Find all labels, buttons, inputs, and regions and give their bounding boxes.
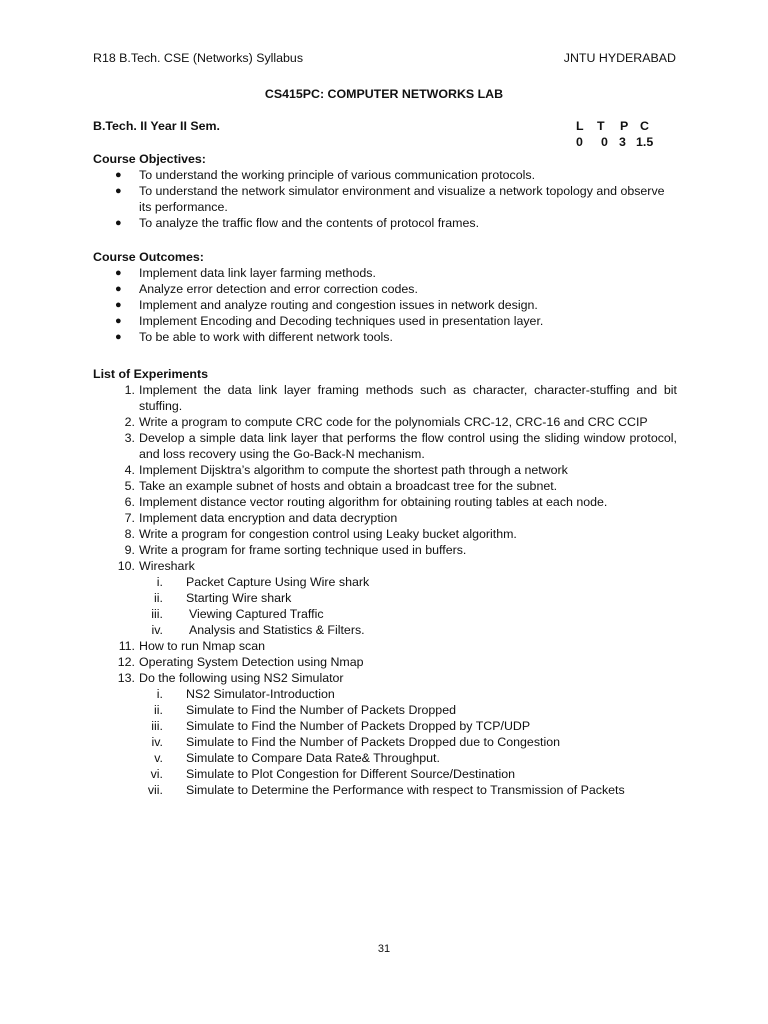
bullet-icon: ● (115, 331, 122, 343)
experiment-item: 6. Implement distance vector routing algorithm for obtaining routing tables at each node. (124, 495, 608, 509)
sub-item: iii. Viewing Captured Traffic (151, 607, 324, 621)
bullet-icon: ● (115, 185, 122, 197)
sub-item: iv. Simulate to Find the Number of Packets Dropped due to Congestion (151, 735, 560, 749)
ltpc-value-t: 0 (601, 135, 608, 149)
outcomes-list (93, 265, 677, 345)
ltpc-label-l: L (576, 119, 584, 133)
list-item: ● To analyze the traffic flow and the contents of protocol frames. (115, 216, 480, 230)
list-item: ● Analyze error detection and error correction codes. (115, 282, 418, 296)
sub-item: i. Packet Capture Using Wire shark (156, 575, 370, 589)
ltpc-label-t: T (597, 119, 605, 133)
bullet-icon: ● (115, 169, 122, 181)
sub-item: ii. Simulate to Find the Number of Packets Dropped (154, 703, 456, 717)
sub-item: ii. Starting Wire shark (154, 591, 292, 605)
course-outcomes (93, 249, 677, 345)
bullet-icon: ● (115, 299, 122, 311)
list-item: ● Implement data link layer farming methods. (115, 266, 376, 280)
sub-item: iv. Analysis and Statistics & Filters. (151, 623, 365, 637)
experiment-item-wireshark: 10. Wireshark i. Packet Capture Using Wire shark ii. Starting Wire shark iii. Viewing Captured Traffic iv. Analysis and Statistics & Filters. (93, 558, 677, 638)
list-item: ● To understand the working principle of various communication protocols. (115, 168, 536, 182)
running-header-right: JNTU HYDERABAD (563, 51, 676, 65)
experiment-item: 5. Take an example subnet of hosts and obtain a broadcast tree for the subnet. (124, 479, 558, 493)
experiment-item: 1. Implement the data link layer framing methods such as character, character-stuffing and bit stuffing. (124, 383, 677, 413)
objectives-list (93, 167, 677, 231)
ltpc-value-c: 1.5 (636, 135, 654, 149)
page-number: 31 (377, 943, 391, 955)
ltpc-value-l: 0 (576, 135, 583, 149)
experiment-item: 11. How to run Nmap scan (118, 639, 266, 653)
list-item: ● To understand the network simulator environment and visualize a network topology and observe its performance. (115, 184, 665, 214)
experiment-item-ns2: 13. Do the following using NS2 Simulator i. NS2 Simulator-Introduction ii. Simulate to Find the Number of Packets Dropped iii. Simulate to Find the Number of Packets Dropped by TCP/UDP iv. Simulate to Find the Number of Packets Dropped due to Congestion v. Simulate to Compare Data Rate& Throughput. vi. Simulate to Plot Congestion for Different Source/Destination vii. Simulate to Determine the Performance with respect to Transmission of Packets (93, 670, 677, 798)
sub-item: vii. Simulate to Determine the Performance with respect to Transmission of Packets (147, 783, 625, 797)
outcomes-heading: Course Outcomes: (93, 250, 204, 264)
bullet-icon: ● (115, 217, 122, 229)
experiments-list (93, 382, 677, 798)
list-item: ● Implement and analyze routing and congestion issues in network design. (115, 298, 538, 312)
ltpc-label-c: C (640, 119, 649, 133)
sub-item: v. Simulate to Compare Data Rate& Throughput. (154, 751, 440, 765)
sub-item: iii. Simulate to Find the Number of Packets Dropped by TCP/UDP (151, 719, 531, 733)
list-item: ● To be able to work with different network tools. (115, 330, 393, 344)
experiment-item: 2. Write a program to compute CRC code for the polynomials CRC-12, CRC-16 and CRC CCIP (124, 415, 648, 429)
list-item: ● Implement Encoding and Decoding techniques used in presentation layer. (115, 314, 544, 328)
sub-item: vi. Simulate to Plot Congestion for Different Source/Destination (150, 767, 515, 781)
experiment-item: 4. Implement Dijsktra’s algorithm to compute the shortest path through a network (124, 463, 568, 477)
experiment-item: 8. Write a program for congestion control using Leaky bucket algorithm. (124, 527, 517, 541)
running-header-left: R18 B.Tech. CSE (Networks) Syllabus (93, 51, 304, 65)
course-title: CS415PC: COMPUTER NETWORKS LAB (264, 87, 504, 101)
sub-item: i. NS2 Simulator-Introduction (156, 687, 335, 701)
bullet-icon: ● (115, 283, 122, 295)
experiment-item: 12. Operating System Detection using Nmap (117, 655, 364, 669)
course-objectives (93, 151, 677, 231)
experiment-item: 7. Implement data encryption and data decryption (124, 511, 398, 525)
objectives-heading: Course Objectives: (93, 152, 206, 166)
bullet-icon: ● (115, 267, 122, 279)
experiment-item: 3. Develop a simple data link layer that performs the flow control using the sliding window protocol, and loss recovery using the Go-Back-N mechanism. (124, 431, 677, 461)
ltpc-label-p: P (620, 119, 629, 133)
ns2-sublist (139, 686, 677, 798)
bullet-icon: ● (115, 315, 122, 327)
experiment-item: 9. Write a program for frame sorting technique used in buffers. (124, 543, 467, 557)
ltpc-value-p: 3 (619, 135, 626, 149)
experiments-heading: List of Experiments (93, 367, 208, 381)
semester-label: B.Tech. II Year II Sem. (93, 119, 220, 133)
list-of-experiments (93, 366, 677, 798)
wireshark-sublist (139, 574, 677, 638)
